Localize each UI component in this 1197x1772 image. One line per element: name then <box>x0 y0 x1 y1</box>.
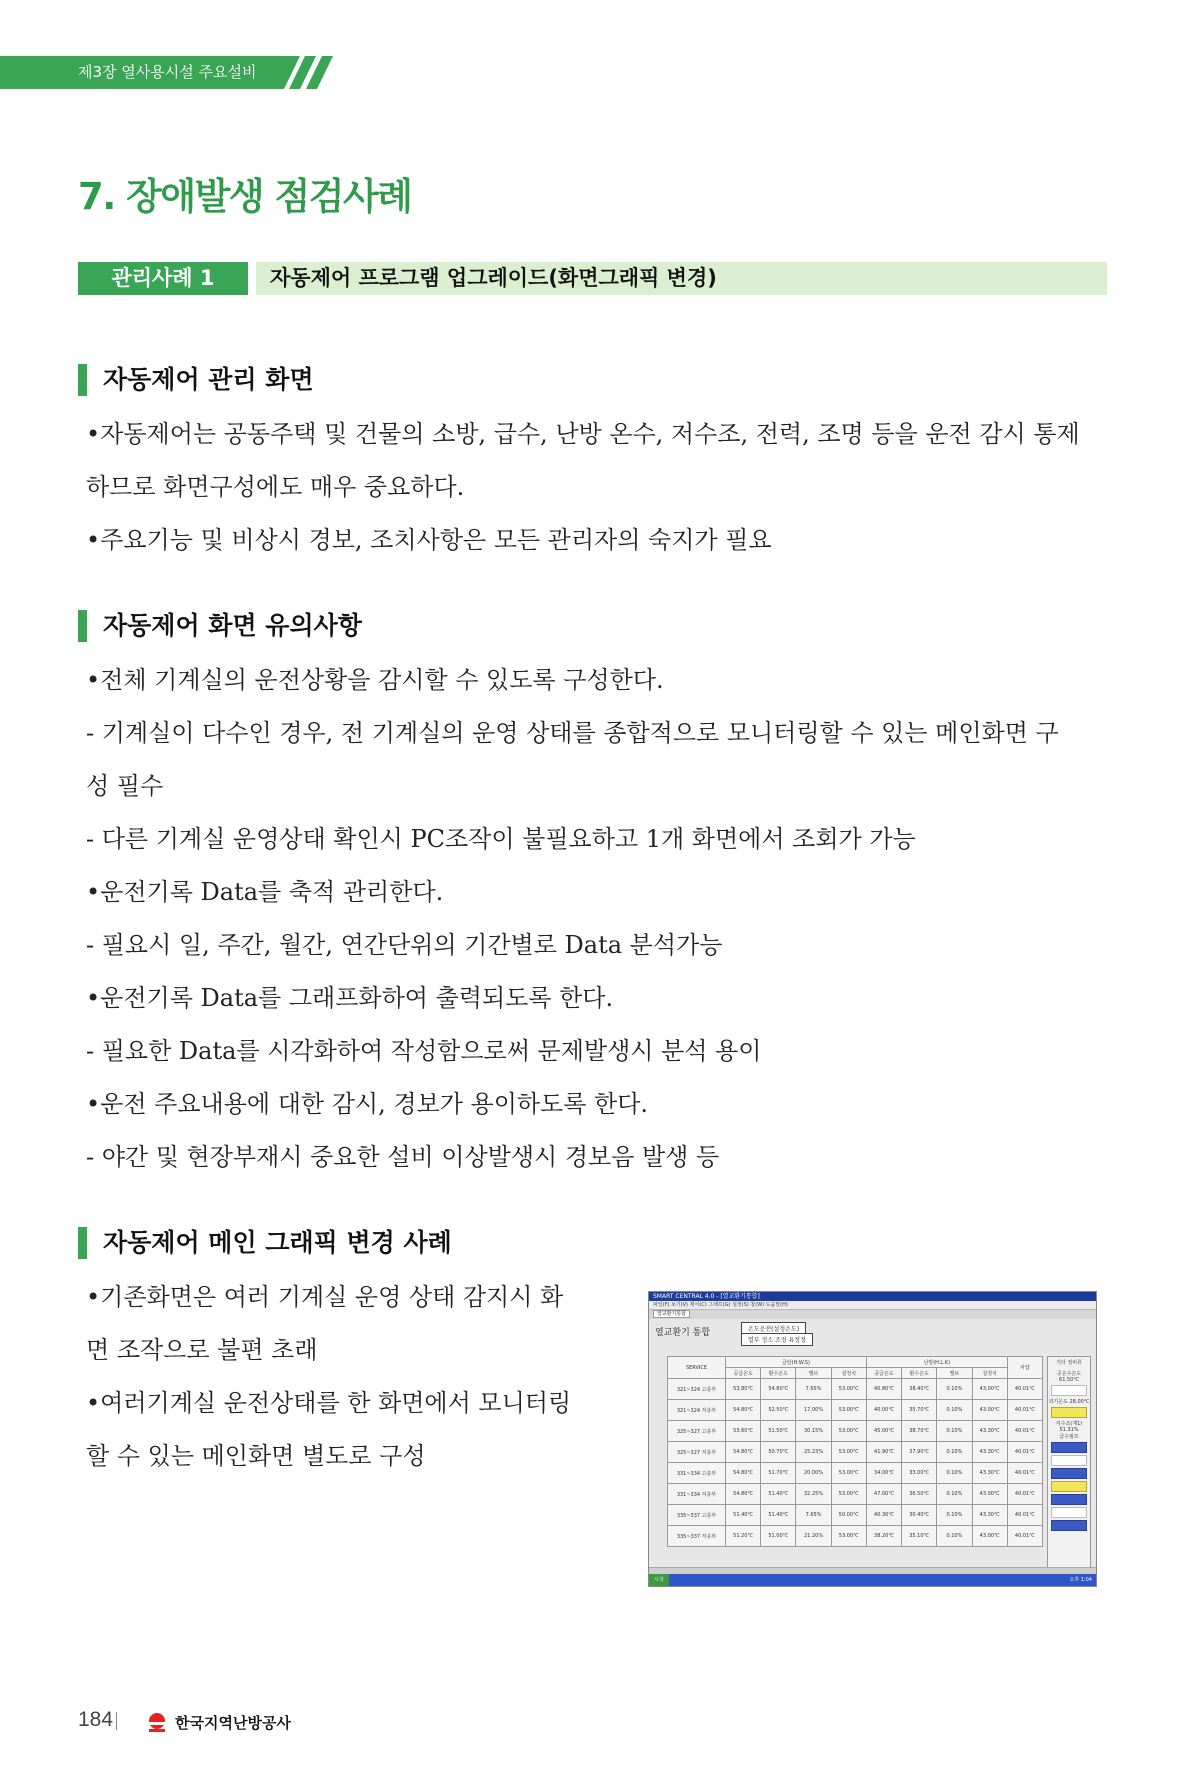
value-cell: 53.80℃ <box>726 1379 761 1400</box>
body-line: 할 수 있는 메인화면 별도로 구성 <box>86 1442 426 1470</box>
side-indicator <box>1051 1494 1087 1505</box>
case-label: 관리사례 1 <box>78 262 248 295</box>
table-header: 공급온도 <box>866 1368 901 1379</box>
value-cell: 40.00℃ <box>866 1400 901 1421</box>
value-cell: 51.40℃ <box>726 1505 761 1526</box>
body-line: •여러기계실 운전상태를 한 화면에서 모니터링 <box>86 1389 572 1417</box>
service-cell: 321~324 저층부 <box>668 1400 726 1421</box>
service-cell: 331~334 저층부 <box>668 1484 726 1505</box>
value-cell: 53.60℃ <box>726 1421 761 1442</box>
footer-divider <box>116 1712 117 1730</box>
side-indicator <box>1051 1442 1087 1453</box>
table-header: 밸브 <box>796 1368 831 1379</box>
body-line: •운전 주요내용에 대한 감시, 경보가 용이하도록 한다. <box>86 1090 649 1118</box>
value-cell: 0.10% <box>937 1379 972 1400</box>
service-cell: 325~327 저층부 <box>668 1442 726 1463</box>
value-cell: 17.00% <box>796 1400 831 1421</box>
value-cell: 20.00% <box>796 1463 831 1484</box>
value-cell: 53.00℃ <box>831 1463 866 1484</box>
value-cell: 38.20℃ <box>866 1526 901 1547</box>
value-cell: 54.80℃ <box>726 1400 761 1421</box>
body-line: - 다른 기계실 운영상태 확인시 PC조작이 불필요하고 1개 화면에서 조회가 가능 <box>86 825 916 853</box>
side-indicator <box>1051 1468 1087 1479</box>
value-cell: 0.10% <box>937 1442 972 1463</box>
org-logo-icon <box>145 1710 169 1734</box>
value-cell: 43.30℃ <box>972 1442 1007 1463</box>
value-cell: 0.10% <box>937 1505 972 1526</box>
body-line: 성 필수 <box>86 772 164 800</box>
control-screen-image <box>648 1291 1097 1587</box>
value-cell: 53.00℃ <box>831 1400 866 1421</box>
value-cell: 36.50℃ <box>902 1484 937 1505</box>
value-cell: 40.01℃ <box>1007 1505 1042 1526</box>
value-cell: 0.10% <box>937 1484 972 1505</box>
value-cell: 38.40℃ <box>902 1379 937 1400</box>
value-cell: 51.40℃ <box>761 1484 796 1505</box>
value-cell: 43.00℃ <box>972 1526 1007 1547</box>
value-cell: 50.00℃ <box>831 1505 866 1526</box>
value-cell: 25.23% <box>796 1442 831 1463</box>
value-cell: 54.80℃ <box>761 1379 796 1400</box>
screen-data-table <box>667 1356 1043 1547</box>
screen-legend: 열부 정소 조정 유정정 <box>741 1333 813 1346</box>
value-cell: 50.70℃ <box>761 1442 796 1463</box>
value-cell: 43.30℃ <box>972 1505 1007 1526</box>
value-cell: 40.01℃ <box>1007 1463 1042 1484</box>
value-cell: 40.01℃ <box>1007 1400 1042 1421</box>
value-cell: 53.00℃ <box>831 1442 866 1463</box>
value-cell: 51.00℃ <box>761 1526 796 1547</box>
value-cell: 7.65% <box>796 1505 831 1526</box>
section-heading-graphic-change: 자동제어 메인 그래픽 변경 사례 <box>78 1227 452 1259</box>
service-cell: 335~337 저층부 <box>668 1526 726 1547</box>
screen-legend: 온도운전(설정온도) <box>741 1322 806 1335</box>
side-reading: 급수펌프 <box>1059 1434 1079 1440</box>
body-line: •운전기록 Data를 축적 관리한다. <box>86 878 444 906</box>
value-cell: 7.65% <box>796 1379 831 1400</box>
value-cell: 0.10% <box>937 1463 972 1484</box>
value-cell: 53.00℃ <box>831 1379 866 1400</box>
value-cell: 43.30℃ <box>972 1421 1007 1442</box>
screen-side-panel <box>1047 1356 1091 1568</box>
section-heading-management-screen: 자동제어 관리 화면 <box>78 364 314 396</box>
page-number: 184 <box>78 1708 114 1731</box>
table-header: 설정치 <box>972 1368 1007 1379</box>
body-line: •전체 기계실의 운전상황을 감시할 수 있도록 구성한다. <box>86 666 664 694</box>
body-line: - 기계실이 다수인 경우, 전 기계실의 운영 상태를 종합적으로 모니터링할 수 있는 메인화면 구 <box>86 719 1059 747</box>
table-header: 설정치 <box>831 1368 866 1379</box>
case-title: 자동제어 프로그램 업그레이드(화면그래픽 변경) <box>256 262 1107 295</box>
screen-scrollbar <box>649 1567 1096 1574</box>
chapter-tab <box>0 56 280 89</box>
body-line: - 필요시 일, 주간, 월간, 연간단위의 기간별로 Data 분석가능 <box>86 931 723 959</box>
table-row <box>668 1421 1043 1442</box>
page-title: 7. 장애발생 점검사례 <box>78 175 412 218</box>
screen-tab <box>649 1310 1096 1319</box>
value-cell: 43.30℃ <box>972 1463 1007 1484</box>
value-cell: 37.90℃ <box>902 1442 937 1463</box>
value-cell: 43.00℃ <box>972 1379 1007 1400</box>
table-row <box>668 1442 1043 1463</box>
value-cell: 41.90℃ <box>866 1442 901 1463</box>
value-cell: 53.00℃ <box>831 1421 866 1442</box>
side-reading: 저수조(재1) 51.31% <box>1055 1421 1083 1433</box>
table-header: SERVICE <box>668 1357 726 1379</box>
table-row <box>668 1400 1043 1421</box>
value-cell: 43.00℃ <box>972 1484 1007 1505</box>
screen-heading: 열교환기 통합 <box>655 1328 711 1338</box>
screen-tab-label: 열교환기통합 <box>653 1310 690 1318</box>
value-cell: 47.00℃ <box>866 1484 901 1505</box>
value-cell: 35.70℃ <box>902 1400 937 1421</box>
value-cell: 40.01℃ <box>1007 1484 1042 1505</box>
table-row <box>668 1463 1043 1484</box>
value-cell: 54.80℃ <box>726 1463 761 1484</box>
side-indicator <box>1051 1455 1087 1466</box>
side-title: 기타 정비류 <box>1056 1360 1082 1366</box>
screen-titlebar: SMART CENTRAL 4.0 - [열교환기통합] <box>649 1292 1096 1301</box>
body-line: 하므로 화면구성에도 매우 중요하다. <box>86 473 465 501</box>
org-name: 한국지역난방공사 <box>175 1714 291 1732</box>
table-row <box>668 1526 1043 1547</box>
side-indicator <box>1051 1481 1087 1492</box>
value-cell: 40.01℃ <box>1007 1421 1042 1442</box>
value-cell: 53.00℃ <box>831 1484 866 1505</box>
value-cell: 40.01℃ <box>1007 1379 1042 1400</box>
value-cell: 40.30℃ <box>866 1505 901 1526</box>
value-cell: 40.01℃ <box>1007 1526 1042 1547</box>
value-cell: 30.15% <box>796 1421 831 1442</box>
value-cell: 35.10℃ <box>902 1526 937 1547</box>
table-row <box>668 1379 1043 1400</box>
table-group-header: 급탕(H.W.S) <box>726 1357 867 1368</box>
chapter-stripes <box>276 56 356 89</box>
table-header: 공급온도 <box>726 1368 761 1379</box>
table-header: 밸브 <box>937 1368 972 1379</box>
service-cell: 331~334 고층부 <box>668 1463 726 1484</box>
side-reading: 공온수온도 61.50℃ <box>1056 1371 1082 1383</box>
value-cell: 33.00℃ <box>902 1463 937 1484</box>
table-header: 환수온도 <box>902 1368 937 1379</box>
value-cell: 45.00℃ <box>866 1421 901 1442</box>
value-cell: 43.00℃ <box>972 1400 1007 1421</box>
value-cell: 53.00℃ <box>831 1526 866 1547</box>
value-cell: 51.70℃ <box>761 1463 796 1484</box>
side-indicator <box>1051 1520 1087 1531</box>
side-indicator <box>1051 1407 1087 1418</box>
body-line: •자동제어는 공동주택 및 건물의 소방, 급수, 난방 온수, 저수조, 전력, 조명 등을 운전 감시 통제 <box>86 420 1080 448</box>
value-cell: 51.50℃ <box>761 1421 796 1442</box>
value-cell: 54.80℃ <box>726 1484 761 1505</box>
value-cell: 40.01℃ <box>1007 1442 1042 1463</box>
value-cell: 38.70℃ <box>902 1421 937 1442</box>
service-cell: 325~327 고층부 <box>668 1421 726 1442</box>
side-indicator <box>1051 1385 1087 1396</box>
taskbar-clock: 오후 1:04 <box>1069 1577 1092 1583</box>
value-cell: 52.50℃ <box>761 1400 796 1421</box>
table-row <box>668 1505 1043 1526</box>
side-indicator <box>1051 1507 1087 1518</box>
start-button: 시작 <box>649 1574 669 1586</box>
value-cell: 51.40℃ <box>761 1505 796 1526</box>
side-reading: 외기온도 28.00℃ <box>1048 1399 1090 1405</box>
body-line: •기존화면은 여러 기계실 운영 상태 감지시 화 <box>86 1283 564 1311</box>
body-line: 면 조작으로 불편 초래 <box>86 1336 318 1364</box>
body-line: - 필요한 Data를 시각화하여 작성함으로써 문제발생시 분석 용이 <box>86 1037 762 1065</box>
value-cell: 40.80℃ <box>866 1379 901 1400</box>
service-cell: 321~324 고층부 <box>668 1379 726 1400</box>
screen-taskbar <box>649 1574 1096 1586</box>
table-header: 차압 <box>1007 1357 1042 1379</box>
table-group-header: 난방(H.L.K) <box>866 1357 1007 1368</box>
table-header: 환수온도 <box>761 1368 796 1379</box>
service-cell: 335~337 고층부 <box>668 1505 726 1526</box>
value-cell: 0.10% <box>937 1400 972 1421</box>
body-line: •주요기능 및 비상시 경보, 조치사항은 모든 관리자의 숙지가 필요 <box>86 526 772 554</box>
value-cell: 32.25% <box>796 1484 831 1505</box>
value-cell: 51.20℃ <box>726 1526 761 1547</box>
screen-menubar: 파일(F) 보기(V) 제어(C) 그래프(G) 설정(S) 창(W) 도움말(H) <box>649 1301 1096 1310</box>
body-line: - 야간 및 현장부재시 중요한 설비 이상발생시 경보음 발생 등 <box>86 1143 720 1171</box>
table-row <box>668 1484 1043 1505</box>
value-cell: 34.00℃ <box>866 1463 901 1484</box>
value-cell: 0.10% <box>937 1421 972 1442</box>
value-cell: 54.80℃ <box>726 1442 761 1463</box>
section-heading-screen-notes: 자동제어 화면 유의사항 <box>78 610 362 642</box>
chapter-label: 제3장 열사용시설 주요설비 <box>78 63 257 81</box>
screen-head <box>649 1319 1096 1349</box>
value-cell: 21.20% <box>796 1526 831 1547</box>
value-cell: 0.10% <box>937 1526 972 1547</box>
value-cell: 30.40℃ <box>902 1505 937 1526</box>
body-line: •운전기록 Data를 그래프화하여 출력되도록 한다. <box>86 984 614 1012</box>
